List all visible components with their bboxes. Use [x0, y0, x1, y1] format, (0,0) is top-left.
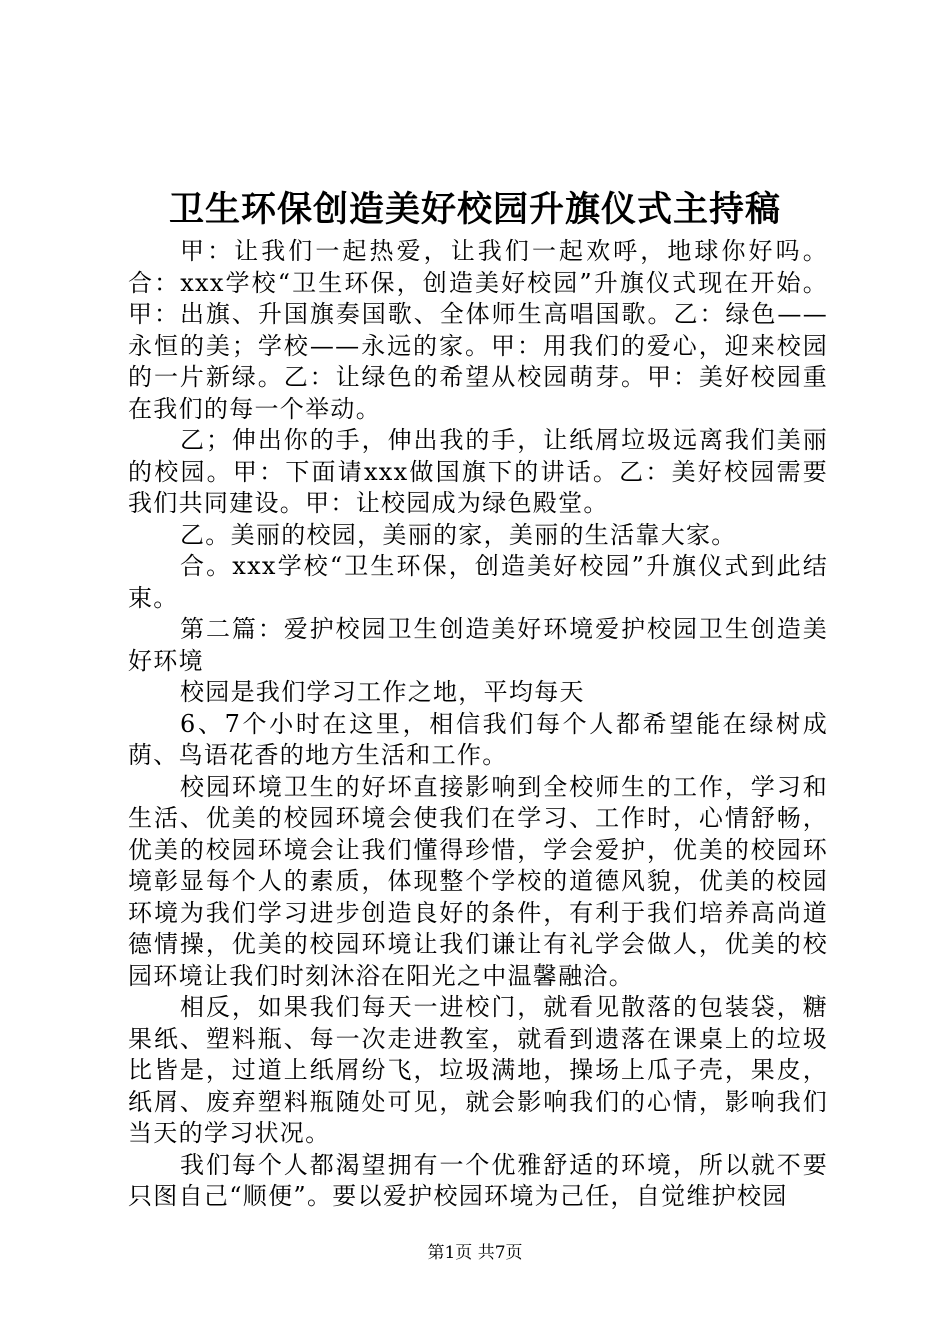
- paragraph: 合。xxx学校“卫生环保，创造美好校园”升旗仪式到此结束。: [128, 552, 828, 612]
- paragraph: 第二篇：爱护校园卫生创造美好环境爱护校园卫生创造美好环境: [128, 615, 828, 675]
- paragraph: 乙；伸出你的手，伸出我的手，让纸屑垃圾远离我们美丽的校园。甲：下面请xxx做国旗下的讲话。乙：美好校园需要我们共同建设。甲：让校园成为绿色殿堂。: [128, 426, 828, 517]
- paragraph: 校园环境卫生的好坏直接影响到全校师生的工作，学习和生活、优美的校园环境会使我们在学习、工作时，心情舒畅，优美的校园环境会让我们懂得珍惜，学会爱护，优美的校园环境彰显每个人的素质，体现整个学校的道德风貌，优美的校园环境为我们学习进步创造良好的条件，有利于我们培养高尚道德情操，优美的校园环境让我们谦让有礼学会做人，优美的校园环境让我们时刻沐浴在阳光之中温馨融洽。: [128, 772, 828, 990]
- document-body: [128, 236, 828, 1213]
- paragraph: 我们每个人都渴望拥有一个优雅舒适的环境，所以就不要只图自己“顺便”。要以爱护校园环境为己任，自觉维护校园: [128, 1150, 828, 1210]
- paragraph: 甲：让我们一起热爱，让我们一起欢呼，地球你好吗。合：xxx学校“卫生环保，创造美好校园”升旗仪式现在开始。甲：出旗、升国旗奏国歌、全体师生高唱国歌。乙：绿色——永恒的美；学校——永远的家。甲：用我们的爱心，迎来校园的一片新绿。乙：让绿色的希望从校园萌芽。甲：美好校园重在我们的每一个举动。: [128, 237, 828, 423]
- paragraph: 乙。美丽的校园，美丽的家，美丽的生活靠大家。: [180, 520, 737, 549]
- paragraph: 6、7个小时在这里，相信我们每个人都希望能在绿树成荫、鸟语花香的地方生活和工作。: [128, 709, 828, 769]
- page-footer: 第1页 共7页: [427, 1243, 523, 1263]
- paragraph: 相反，如果我们每天一进校门，就看见散落的包装袋，糖果纸、塑料瓶、每一次走进教室，就看到遗落在课桌上的垃圾比皆是，过道上纸屑纷飞，垃圾满地，操场上瓜子壳，果皮，纸屑、废弃塑料瓶随处可见，就会影响我们的心情，影响我们当天的学习状况。: [128, 993, 828, 1147]
- document-title: 卫生环保创造美好校园升旗仪式主持稿: [168, 189, 781, 230]
- paragraph: 校园是我们学习工作之地，平均每天: [180, 678, 585, 706]
